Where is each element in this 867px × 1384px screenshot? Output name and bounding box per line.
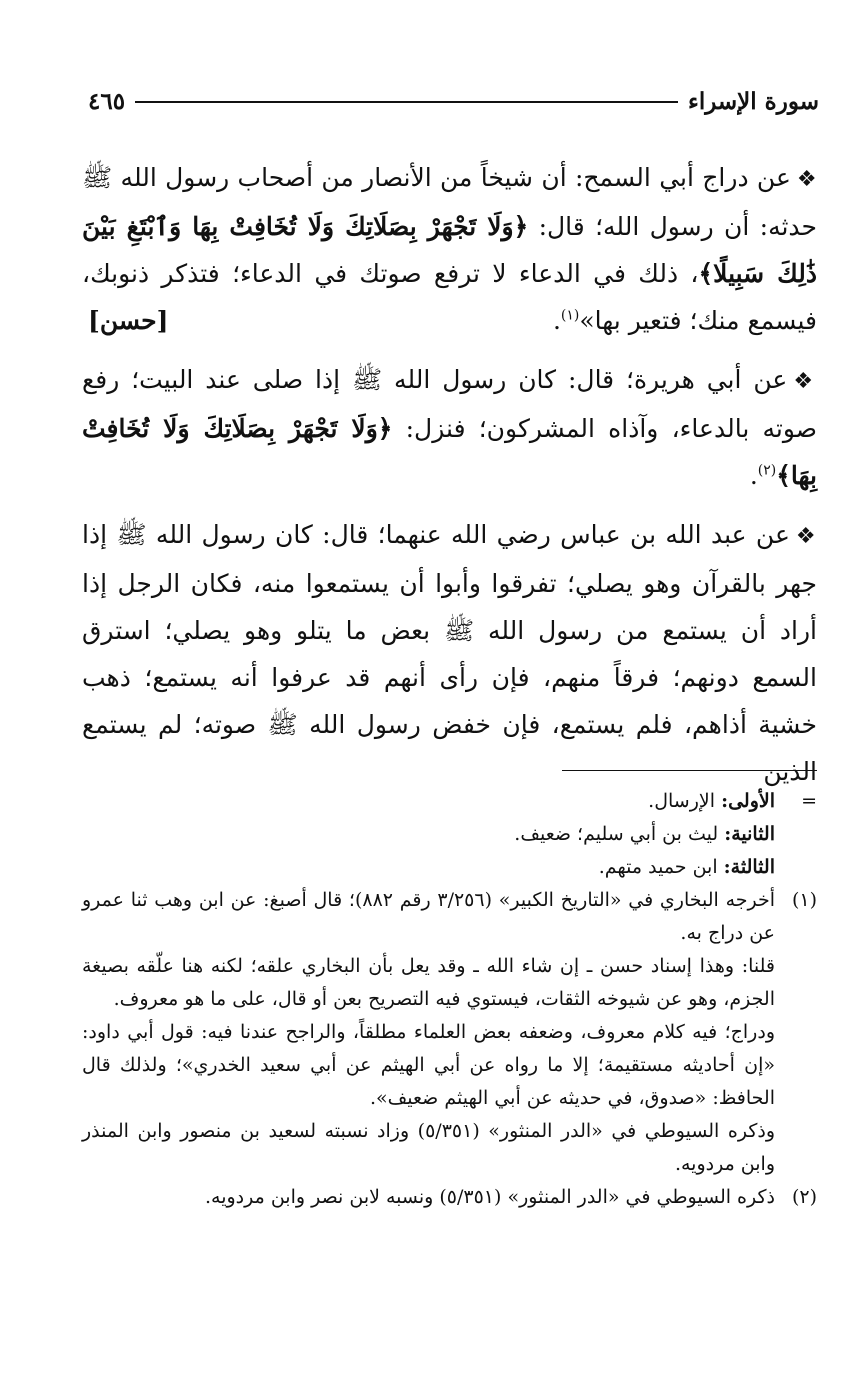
hadith-end: . xyxy=(749,461,758,490)
footnote-2 xyxy=(82,1181,817,1214)
footnote-paragraph: ودراج؛ فيه كلام معروف، وضعفه بعض العلماء مطلقاً، والراجح عندنا فيه: قول أبي داود: «إن أحاديثه مستقيمة؛ إلا ما رواه عن أبي الهيثم عن أبي سعيد الخدري»؛ ولذلك قال الحافظ: «صدوق، في حديثه عن أبي الهيثم ضعيف». xyxy=(82,1021,775,1109)
main-text xyxy=(82,154,817,807)
page-header xyxy=(88,88,819,115)
grade-badge: [حسن] xyxy=(88,306,169,335)
hadith-text: عن أبي هريرة؛ قال: كان رسول الله ﷺ إذا صلى عند البيت؛ رفع صوته بالدعاء، وآذاه المشركون؛ فنزل: xyxy=(82,365,817,443)
hadith-2 xyxy=(82,356,817,499)
hadith-end: . xyxy=(552,306,561,335)
hadith-text: عن عبد الله بن عباس رضي الله عنهما؛ قال: كان رسول الله ﷺ إذا جهر بالقرآن وهو يصلي؛ تفرقوا وأبوا أن يستمعوا منه، فكان الرجل إذا أراد أن يستمع من رسول الله ﷺ بعض ما يتلو وهو يصلي؛ استرق السمع دونهم؛ فرقاً منهم، فإن رأى أنهم قد عرفوا أنه يستمع؛ ذهب خشية أذاهم، فلم يستمع، فإن خفض رسول الله ﷺ صوته؛ لم يستمع الذين xyxy=(82,520,817,786)
footnote-sub-item xyxy=(82,851,817,884)
star-icon: ❖ xyxy=(795,524,817,549)
star-icon: ❖ xyxy=(793,369,817,394)
hadith-text: ، ذلك في الدعاء لا ترفع صوتك في الدعاء؛ فتذكر ذنوبك، فيسمع منك؛ فتعير بها» xyxy=(82,259,817,335)
footnote-paragraph: وذكره السيوطي في «الدر المنثور» (٥/٣٥١) وزاد نسبته لسعيد بن منصور وابن المنذر وابن مردويه. xyxy=(82,1120,775,1175)
footnote-paragraph: أخرجه البخاري في «التاريخ الكبير» (٣/٢٥٦ رقم ٨٨٢)؛ قال أصبغ: عن ابن وهب ثنا عمرو عن دراج به. xyxy=(82,889,776,944)
sub-item-text: الإرسال. xyxy=(648,790,722,812)
footnote-divider xyxy=(562,770,817,771)
sub-item-text: ابن حميد متهم. xyxy=(598,856,724,878)
sub-item-text: ليث بن أبي سليم؛ ضعيف. xyxy=(514,823,725,845)
sub-item-label: الأولى: xyxy=(721,790,775,812)
page-number: ٤٦٥ xyxy=(88,88,126,115)
sub-item-label: الثالثة: xyxy=(723,856,775,878)
footnote-ref: (١) xyxy=(560,307,580,324)
footnote-sub-item xyxy=(82,818,817,851)
hadith-text: عن دراج أبي السمح: أن شيخاً من الأنصار من أصحاب رسول الله ﷺ حدثه: أن رسول الله؛ قال: xyxy=(82,163,818,241)
quran-verse: ﴿وَلَا تَجْهَرْ بِصَلَاتِكَ وَلَا تُخَافِتْ بِهَا﴾ xyxy=(82,414,817,490)
header-rule xyxy=(135,101,678,103)
sub-item-label: الثانية: xyxy=(724,823,775,845)
hadith-1 xyxy=(82,154,817,344)
footnote-paragraph: قلنا: وهذا إسناد حسن ـ إن شاء الله ـ وقد يعل بأن البخاري علقه؛ لكنه هنا علّقه بصيغة الجزم، وهو عن شيوخه الثقات، فيستوي فيه التصريح بعن أو قال، على ما هو معروف. xyxy=(82,955,775,1010)
footnote-sub-item xyxy=(82,785,817,818)
footnote-1 xyxy=(82,884,817,1181)
footnote-number: (١) xyxy=(791,889,817,911)
footnote-paragraph: ذكره السيوطي في «الدر المنثور» (٥/٣٥١) ونسبه لابن نصر وابن مردويه. xyxy=(204,1186,775,1208)
footnote-number: (٢) xyxy=(791,1186,817,1208)
surah-title: سورة الإسراء xyxy=(688,88,819,115)
star-icon: ❖ xyxy=(796,167,817,192)
continued-marker: = xyxy=(801,790,817,812)
quran-verse: ﴿وَلَا تَجْهَرْ بِصَلَاتِكَ وَلَا تُخَافِتْ بِهَا وَٱبْتَغِ بَيْنَ ذَٰلِكَ سَبِيلًا﴾ xyxy=(82,212,818,288)
footnotes xyxy=(82,770,817,1214)
footnote-ref: (٢) xyxy=(757,462,777,479)
hadith-3 xyxy=(82,511,817,795)
